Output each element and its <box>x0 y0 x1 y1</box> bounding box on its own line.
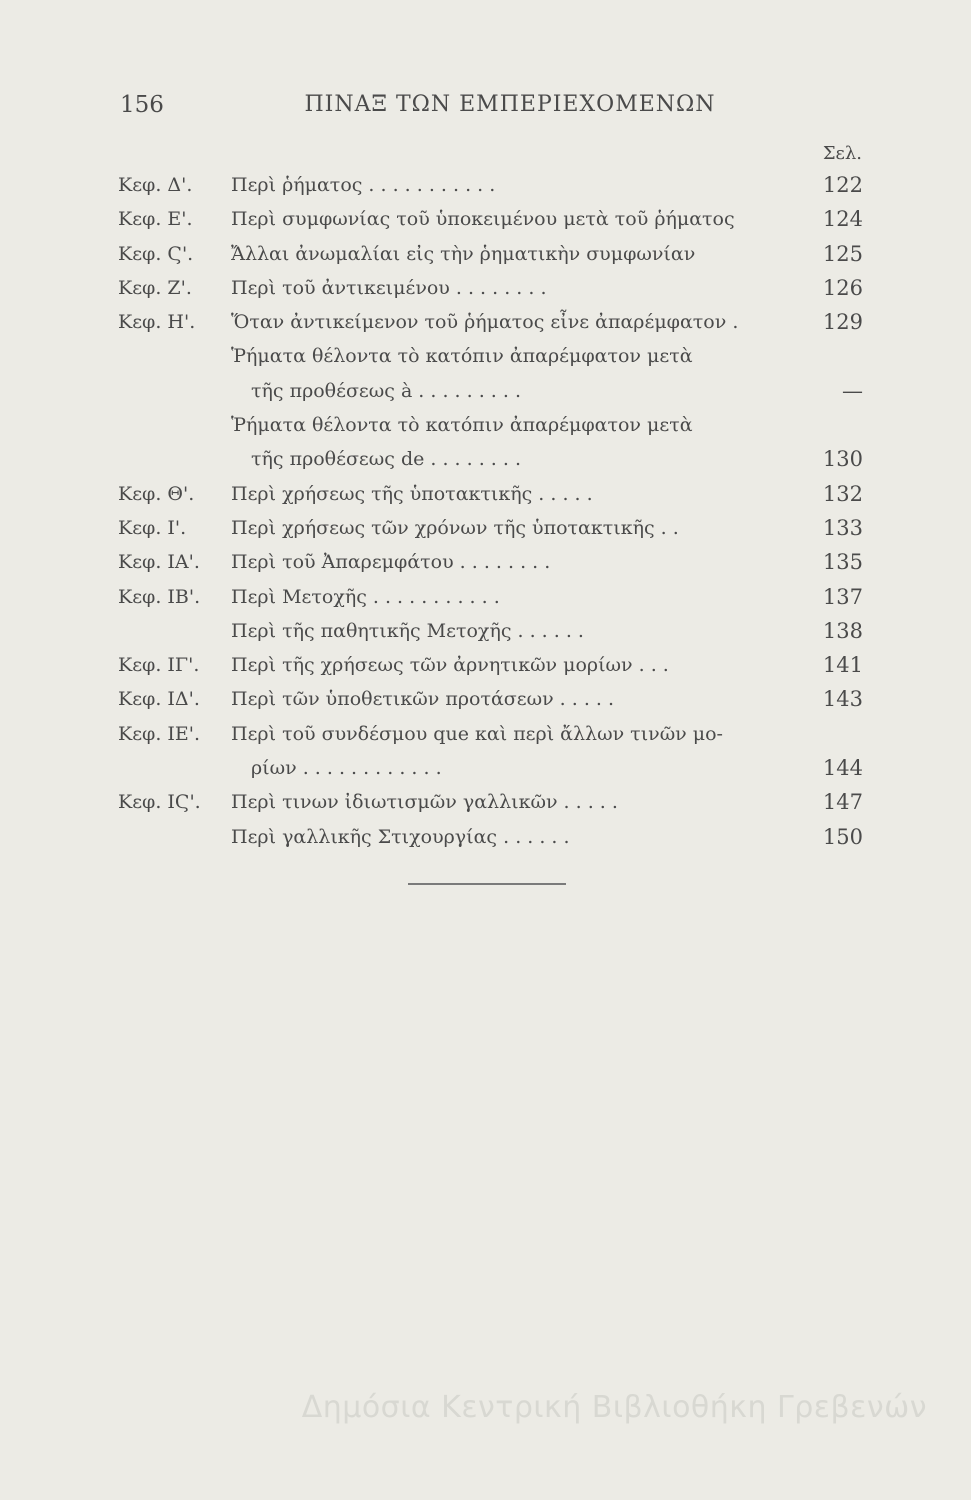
entry-page: 137 <box>822 584 863 609</box>
entry-page: 126 <box>822 275 863 300</box>
running-head <box>120 92 860 126</box>
page-column-label: Σελ. <box>822 143 862 164</box>
entry-title: Περὶ χρήσεως τῆς ὑποτακτικῆς . . . . . <box>231 482 593 505</box>
entry-title: ρίων . . . . . . . . . . . . <box>251 757 442 780</box>
chapter-label: Κεφ. ΙΔ'. <box>118 688 200 711</box>
entry-title: Περὶ τῆς παθητικῆς Μετοχῆς . . . . . . <box>231 619 584 642</box>
chapter-label: Κεφ. ΙΑ'. <box>118 551 200 574</box>
chapter-label: Κεφ. Ζ'. <box>118 276 192 299</box>
entry-title: τῆς προθέσεως à . . . . . . . . . <box>251 379 521 402</box>
chapter-label: Κεφ. Ε'. <box>118 208 193 231</box>
toc-subrow <box>118 614 863 648</box>
entry-title: Ῥήματα θέλοντα τὸ κατόπιν ἀπαρέμφατον μετὰ <box>231 345 693 368</box>
toc-row <box>118 682 863 716</box>
chapter-label: Κεφ. Η'. <box>118 311 196 334</box>
chapter-label: Κεφ. ΙΕ'. <box>118 722 201 745</box>
toc-subrow <box>118 442 863 476</box>
toc-subrow <box>118 820 863 854</box>
toc-row <box>118 717 863 751</box>
entry-page: 144 <box>822 756 863 781</box>
entry-page: 143 <box>822 687 863 712</box>
entry-page: 138 <box>822 618 863 643</box>
entry-title: Περὶ συμφωνίας τοῦ ὑποκειμένου μετὰ τοῦ ῥήματος <box>231 208 735 231</box>
entry-title: Περὶ τῶν ὑποθετικῶν προτάσεων . . . . . <box>231 688 615 711</box>
page-number: 156 <box>120 92 164 118</box>
toc-subrow <box>118 408 863 442</box>
chapter-label: Κεφ. ΙΓ'. <box>118 654 200 677</box>
entry-page: 135 <box>822 550 863 575</box>
end-rule-divider <box>408 883 566 885</box>
entry-title: Ῥήματα θέλοντα τὸ κατόπιν ἀπαρέμφατον μετὰ <box>231 414 693 437</box>
chapter-label: Κεφ. Ϛ'. <box>118 242 194 265</box>
entry-title: Περὶ γαλλικῆς Στιχουργίας . . . . . . <box>231 825 570 848</box>
entry-title: Περὶ τῆς χρήσεως τῶν ἀρνητικῶν μορίων . . . <box>231 654 669 677</box>
entry-page: 130 <box>822 447 863 472</box>
toc-row <box>118 648 863 682</box>
entry-page: — <box>842 378 863 403</box>
toc-subrow <box>118 339 863 373</box>
library-watermark: Δημόσια Κεντρική Βιβλιοθήκη Γρεβενών <box>301 1390 927 1425</box>
toc-row <box>118 785 863 819</box>
entry-title: Ὅταν ἀντικείμενον τοῦ ῥήματος εἶνε ἀπαρέμφατον . <box>231 311 739 334</box>
entry-title: Περὶ τοῦ ἀντικειμένου . . . . . . . . <box>231 276 547 299</box>
entry-page: 150 <box>822 824 863 849</box>
entry-title: Περὶ τοῦ συνδέσμου que καὶ περὶ ἄλλων τινῶν μο- <box>231 722 723 745</box>
toc-row <box>118 305 863 339</box>
entry-page: 124 <box>822 207 863 232</box>
toc-subrow <box>118 374 863 408</box>
entry-title: Περὶ χρήσεως τῶν χρόνων τῆς ὑποτακτικῆς . . <box>231 516 679 539</box>
entry-title: τῆς προθέσεως de . . . . . . . . <box>251 448 521 471</box>
toc-row <box>118 202 863 236</box>
entry-title: Περὶ Μετοχῆς . . . . . . . . . . . <box>231 585 500 608</box>
entry-title: Περὶ τινων ἰδιωτισμῶν γαλλικῶν . . . . . <box>231 791 618 814</box>
entry-title: Περὶ τοῦ Ἀπαρεμφάτου . . . . . . . . <box>231 551 551 574</box>
entry-page: 122 <box>822 173 863 197</box>
entry-page: 132 <box>822 481 863 506</box>
table-of-contents <box>118 168 863 854</box>
entry-title: Ἄλλαι ἀνωμαλίαι εἰς τὴν ῥηματικὴν συμφωνίαν <box>231 242 696 265</box>
toc-row <box>118 168 863 202</box>
toc-subrow <box>118 751 863 785</box>
entry-page: 125 <box>822 241 863 266</box>
toc-row <box>118 511 863 545</box>
toc-row <box>118 271 863 305</box>
entry-page: 147 <box>822 790 863 815</box>
toc-row <box>118 477 863 511</box>
chapter-label: Κεφ. ΙΒ'. <box>118 585 201 608</box>
entry-page: 129 <box>822 310 863 335</box>
chapter-label: Κεφ. Δ'. <box>118 174 193 196</box>
page-title: ΠΙΝΑΞ ΤΩΝ ΕΜΠΕΡΙΕΧΟΜΕΝΩΝ <box>304 92 716 117</box>
entry-page: 141 <box>822 653 863 678</box>
chapter-label: Κεφ. Ι'. <box>118 516 187 539</box>
entry-page: 133 <box>822 515 863 540</box>
toc-row <box>118 545 863 579</box>
chapter-label: Κεφ. Θ'. <box>118 482 195 505</box>
entry-title: Περὶ ῥήματος . . . . . . . . . . . <box>231 174 496 196</box>
chapter-label: Κεφ. ΙϚ'. <box>118 791 201 814</box>
toc-row <box>118 237 863 271</box>
toc-row <box>118 580 863 614</box>
